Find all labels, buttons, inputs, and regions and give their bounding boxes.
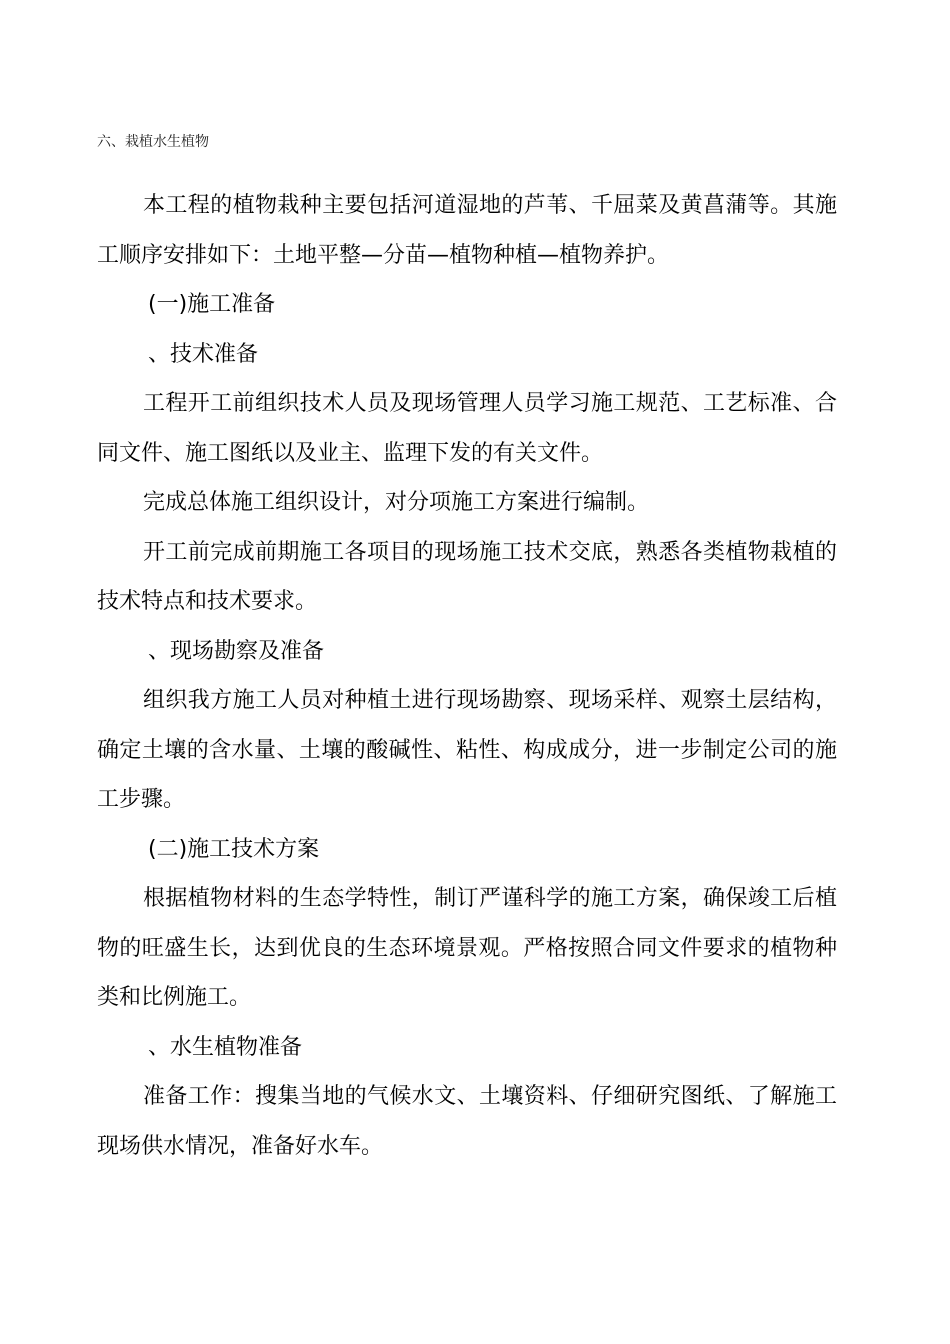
heading-technical-preparation: 、技术准备 [148, 341, 259, 367]
heading-aquatic-plant-preparation: 、水生植物准备 [148, 1034, 303, 1060]
paragraph-study-specs: 工程开工前组织技术人员及现场管理人员学习施工规范、工艺标准、合同文件、施工图纸以及业主、监理下发的有关文件。 [97, 391, 837, 466]
heading-construction-preparation: (一)施工准备 [148, 292, 276, 317]
section-title: 六、栽植水生植物 [97, 134, 209, 150]
paragraph-site-survey: 组织我方施工人员对种植土进行现场勘察、现场采样、观察土层结构，确定土壤的含水量、土壤的酸碱性、粘性、构成成分，进一步制定公司的施工步骤。 [97, 688, 837, 812]
heading-site-survey: 、现场勘察及准备 [148, 638, 325, 664]
heading-technical-plan: (二)施工技术方案 [148, 836, 320, 862]
paragraph-organization-design: 完成总体施工组织设计，对分项施工方案进行编制。 [143, 490, 650, 515]
paragraph-preparation-work: 准备工作：搜集当地的气候水文、土壤资料、仔细研究图纸、了解施工现场供水情况，准备好水车。 [97, 1084, 837, 1159]
paragraph-intro: 本工程的植物栽种主要包括河道湿地的芦苇、千屈菜及黄菖蒲等。其施工顺序安排如下：土地平整—分苗—植物种植—植物养护。 [97, 193, 837, 268]
paragraph-technical-briefing: 开工前完成前期施工各项目的现场施工技术交底，熟悉各类植物栽植的技术特点和技术要求。 [97, 539, 837, 614]
document-body [97, 181, 837, 1171]
paragraph-technical-plan: 根据植物材料的生态学特性，制订严谨科学的施工方案，确保竣工后植物的旺盛生长，达到优良的生态环境景观。严格按照合同文件要求的植物种类和比例施工。 [97, 886, 837, 1010]
